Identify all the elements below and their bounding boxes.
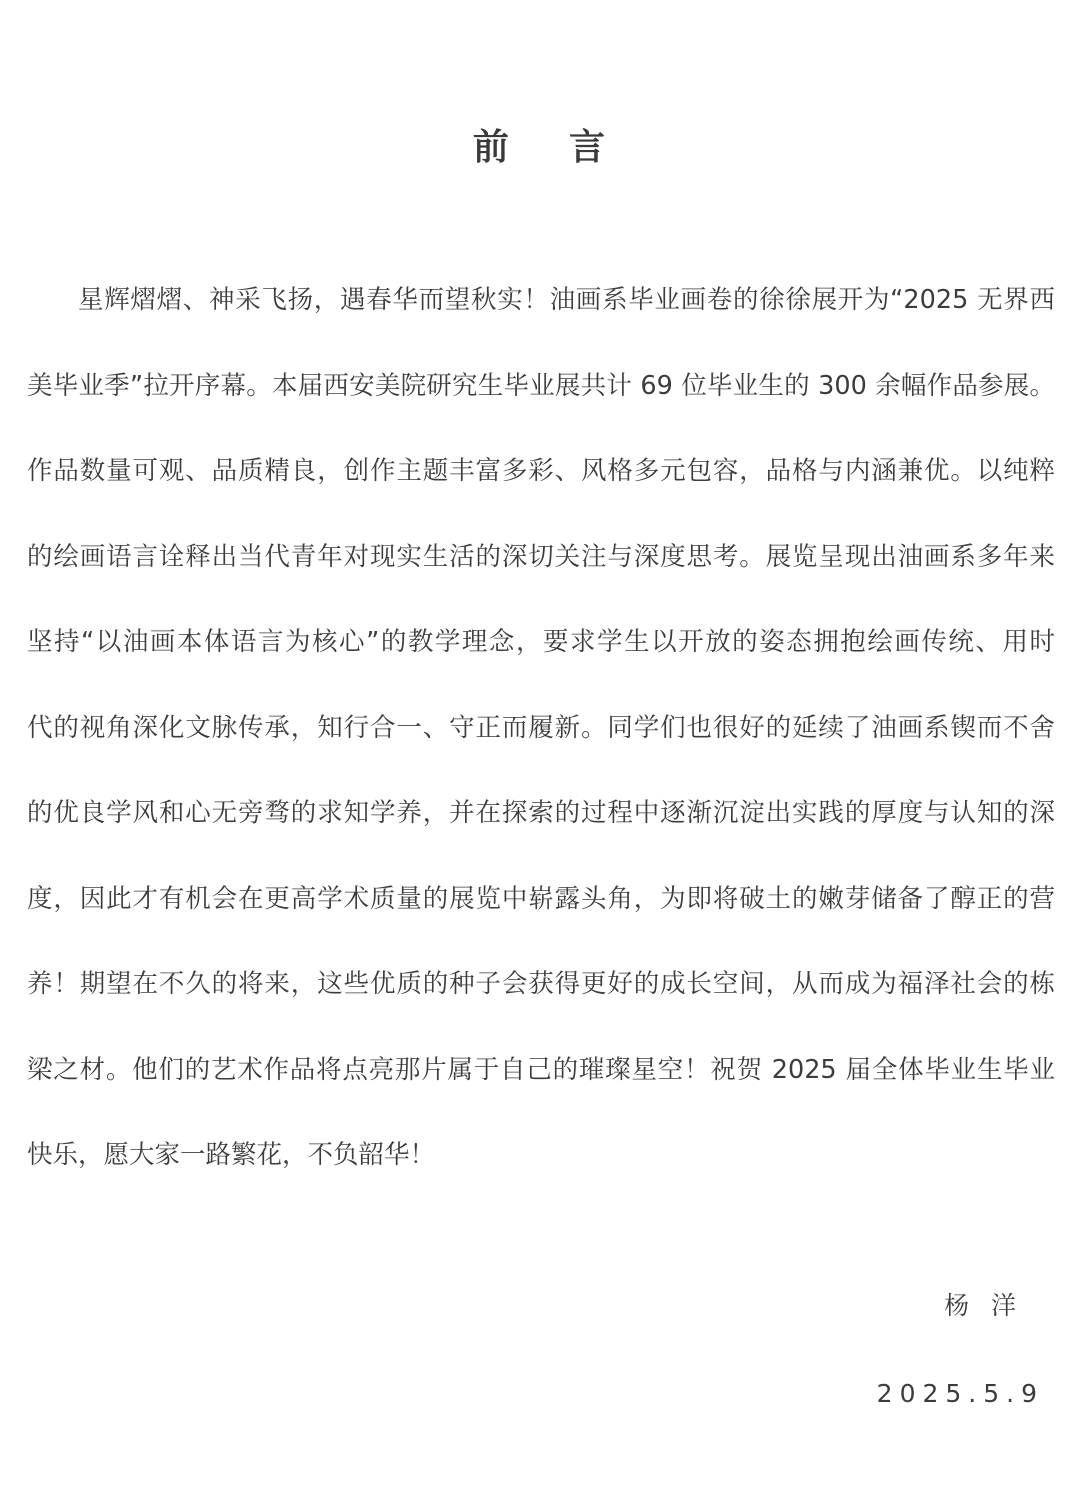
body-paragraph	[27, 258, 1055, 1199]
paragraph-line: 养！期望在不久的将来，这些优质的种子会获得更好的成长空间，从而成为福泽社会的栋	[27, 969, 1055, 999]
paragraph-line: 星辉熠熠、神采飞扬，遇春华而望秋实！油画系毕业画卷的徐徐展开为“2025 无界西	[78, 285, 1055, 315]
author-signature: 杨 洋	[944, 1291, 1018, 1320]
paragraph-line: 坚持“以油画本体语言为核心”的教学理念，要求学生以开放的姿态拥抱绘画传统、用时	[27, 627, 1055, 657]
paragraph-line: 度，因此才有机会在更高学术质量的展览中崭露头角，为即将破土的嫩芽储备了醇正的营	[27, 883, 1055, 914]
page-title: 前 言	[472, 127, 608, 168]
paragraph-line: 代的视角深化文脉传承，知行合一、守正而履新。同学们也很好的延续了油画系锲而不舍	[27, 712, 1055, 743]
document-date: 2025.5.9	[876, 1379, 1044, 1408]
paragraph-line: 美毕业季”拉开序幕。本届西安美院研究生毕业展共计 69 位毕业生的 300 余幅作品参展。	[27, 370, 1055, 401]
paragraph-line: 的优良学风和心无旁骛的求知学养，并在探索的过程中逐渐沉淀出实践的厚度与认知的深	[27, 798, 1055, 828]
paragraph-line: 快乐，愿大家一路繁花，不负韶华！	[27, 1140, 436, 1170]
paragraph-line: 梁之材。他们的艺术作品将点亮那片属于自己的璀璨星空！祝贺 2025 届全体毕业生毕业	[27, 1054, 1055, 1085]
paragraph-line: 的绘画语言诠释出当代青年对现实生活的深切关注与深度思考。展览呈现出油画系多年来	[27, 541, 1055, 572]
paragraph-line: 作品数量可观、品质精良，创作主题丰富多彩、风格多元包容，品格与内涵兼优。以纯粹	[27, 456, 1055, 486]
